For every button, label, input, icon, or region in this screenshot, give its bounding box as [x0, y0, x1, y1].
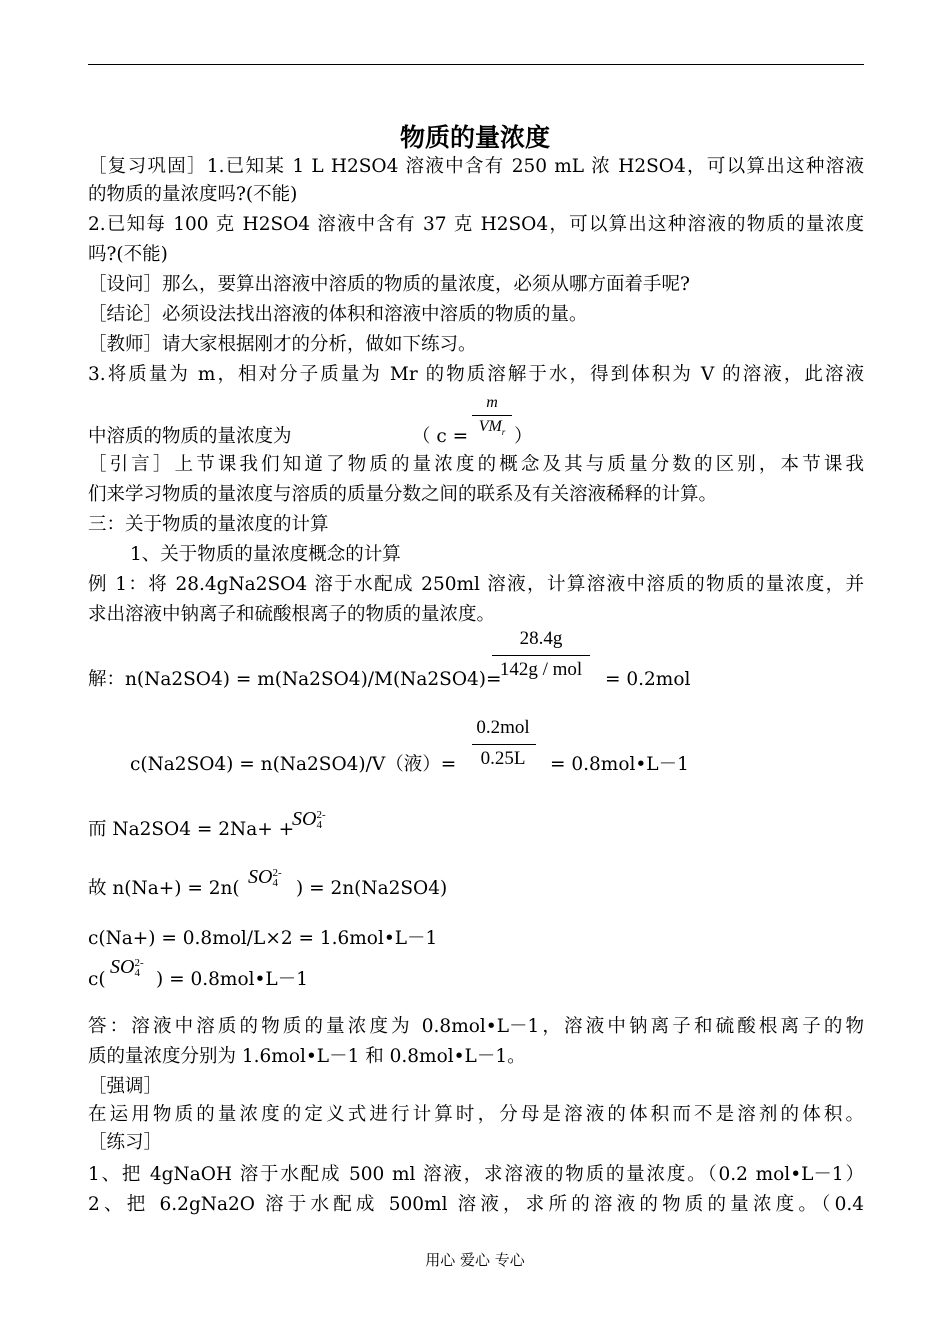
text-line: 吗?(不能) [88, 244, 168, 265]
sulfate-ion: SO 2- 4 [110, 956, 144, 980]
page-title: 物质的量浓度 [399, 123, 550, 152]
formula-suffix: ） [514, 426, 533, 447]
fraction-bar [472, 415, 512, 416]
text-line: c(Na2SO4) = n(Na2SO4)/V（液）= [130, 754, 457, 775]
text-line: ) = 2n(Na2SO4) [296, 878, 448, 899]
text-line: ［结论］必须设法找出溶液的体积和溶液中溶质的物质的量。 [88, 304, 588, 325]
text-line: 3.将质量为 m，相对分子质量为 Mr 的物质溶解于水，得到体积为 V 的溶液，此溶液 [88, 364, 864, 385]
text-line: ［复习巩固］1.已知某 1 L H2SO4 溶液中含有 250 mL 浓 H2SO4，可以算出这种溶液 [88, 156, 864, 177]
text-line: 们来学习物质的量浓度与溶质的质量分数之间的联系及有关溶液稀释的计算。 [88, 484, 718, 505]
header-rule [88, 64, 864, 65]
text-line: ) = 0.8mol•L－1 [156, 969, 308, 990]
text-line: c(Na+) = 0.8mol/L×2 = 1.6mol•L－1 [88, 928, 438, 949]
text-line: 求出溶液中钠离子和硫酸根离子的物质的量浓度。 [88, 604, 496, 625]
text-line: 2、把 6.2gNa2O 溶于水配成 500ml 溶液，求所的溶液的物质的量浓度。（0.4 [88, 1194, 864, 1215]
formula-prefix: （ c = [412, 426, 469, 447]
text-line: 在运用物质的量浓度的定义式进行计算时，分母是溶液的体积而不是溶剂的体积。 [88, 1104, 864, 1125]
text-line: ［引言］上节课我们知道了物质的量浓度的概念及其与质量分数的区别，本节课我 [88, 454, 864, 475]
text-line: 2.已知每 100 克 H2SO4 溶液中含有 37 克 H2SO4，可以算出这种溶液的物质的量浓度 [88, 214, 864, 235]
text-line: ［设问］那么，要算出溶液中溶质的物质的量浓度，必须从哪方面着手呢? [88, 274, 690, 295]
fraction-numerator: 0.2mol [476, 717, 530, 738]
text-line: 的物质的量浓度吗?(不能) [88, 184, 298, 205]
sulfate-ion: SO 2- 4 [292, 808, 326, 832]
page-footer: 用心 爱心 专心 [425, 1251, 525, 1269]
text-line: 答：溶液中溶质的物质的量浓度为 0.8mol•L－1，溶液中钠离子和硫酸根离子的物 [88, 1016, 864, 1037]
text-line: = 0.8mol•L－1 [550, 754, 689, 775]
text-line: 质的量浓度分别为 1.6mol•L－1 和 0.8mol•L－1。 [88, 1046, 526, 1067]
sulfate-ion: SO 2- 4 [248, 866, 282, 890]
text-line: ［教师］请大家根据刚才的分析，做如下练习。 [88, 334, 477, 355]
text-line: 而 Na2SO4 = 2Na+ + [88, 819, 295, 840]
text-line: 1、把 4gNaOH 溶于水配成 500 ml 溶液，求溶液的物质的量浓度。（0.2 mol•L－1） [88, 1164, 864, 1185]
text-line: 中溶质的物质的量浓度为 [88, 426, 292, 447]
text-line: 故 n(Na+) = 2n( [88, 878, 240, 899]
fraction-numerator: m [486, 394, 498, 411]
text-line: c( [88, 969, 106, 990]
fraction-bar [492, 655, 590, 656]
fraction-numerator: 28.4g [519, 628, 563, 649]
text-line: = 0.2mol [605, 669, 691, 690]
fraction-denominator: 142g / mol [499, 659, 583, 680]
text-line: ［强调］ [88, 1076, 163, 1097]
text-line: 例 1：将 28.4gNa2SO4 溶于水配成 250ml 溶液，计算溶液中溶质的物质的量浓度，并 [88, 574, 864, 595]
text-line: ［练习］ [88, 1132, 163, 1153]
fraction-bar [472, 744, 536, 745]
fraction-denominator: 0.25L [480, 748, 526, 769]
text-line: 1、关于物质的量浓度概念的计算 [130, 544, 401, 565]
text-line: 三：关于物质的量浓度的计算 [88, 514, 329, 535]
fraction-denominator: $VM_r$ [478, 418, 506, 438]
text-line: 解：n(Na2SO4) = m(Na2SO4)/M(Na2SO4)= [88, 669, 502, 690]
